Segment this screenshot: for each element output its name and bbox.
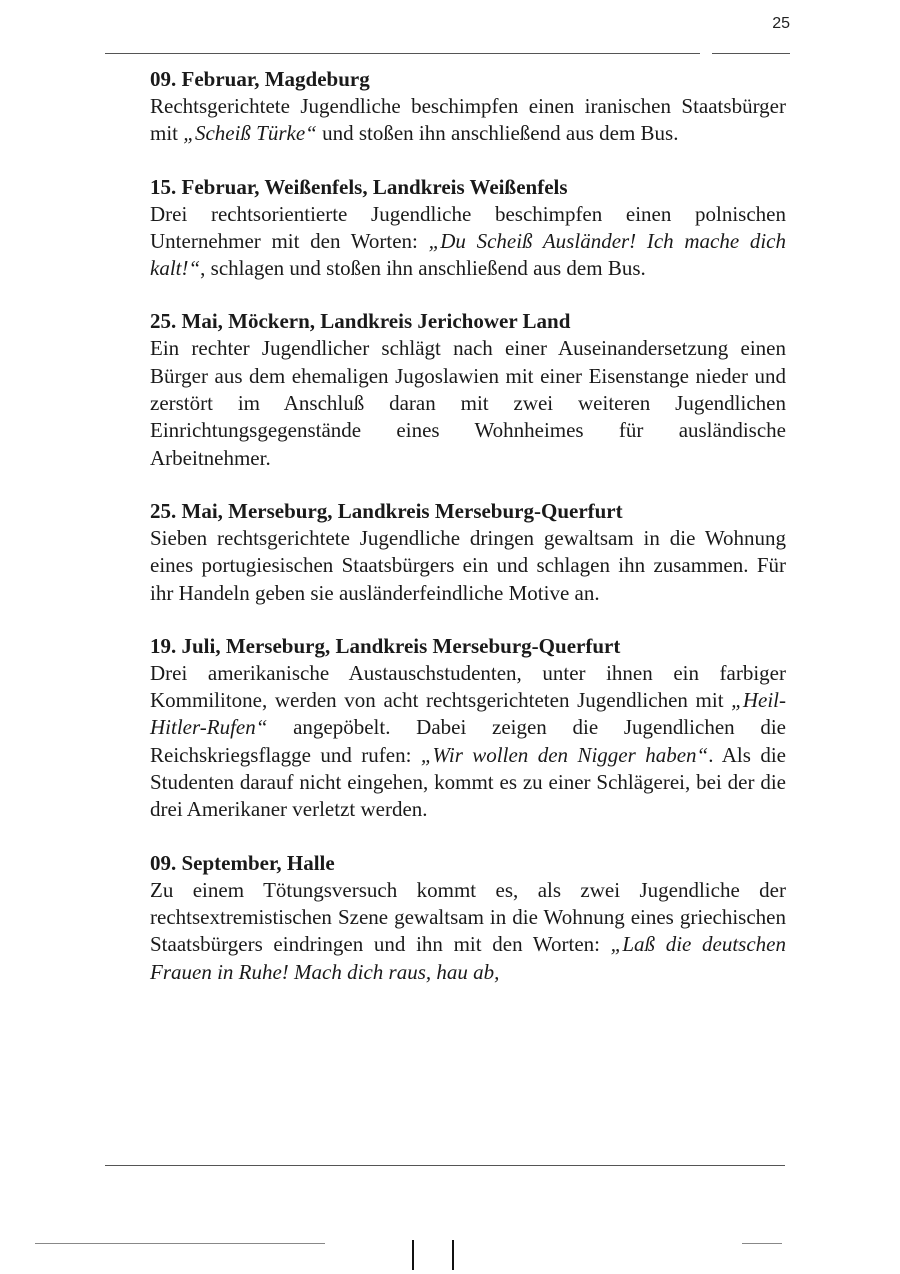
text-run: Rechtsgerichtete Jugendliche beschimpfen einen iranischen Staatsbürger mit bbox=[150, 94, 786, 146]
entry-text bbox=[150, 660, 786, 824]
entry bbox=[150, 633, 786, 824]
entry-text bbox=[150, 201, 786, 283]
document-body bbox=[150, 66, 786, 1012]
text-run: Drei amerikanische Austauschstudenten, unter ihnen ein farbiger Kommilitone, werden von acht rechtsgerichteten Jugendlichen mit bbox=[150, 660, 786, 713]
entry-text bbox=[150, 525, 786, 607]
entry-text bbox=[150, 335, 786, 471]
entry-title: 09. September, Halle bbox=[150, 850, 335, 875]
entry bbox=[150, 66, 786, 148]
quote-text: „Heil-Hitler-Rufen“ bbox=[150, 688, 786, 740]
text-run: angepöbelt. Dabei zeigen die Jugendlichen die Reichskriegsflagge und rufen: bbox=[150, 715, 786, 767]
entry-text bbox=[150, 877, 786, 986]
header-rule bbox=[105, 53, 700, 54]
text-run: Drei rechtsorientierte Jugendliche beschimpfen einen polnischen Unternehmer mit den Worten: bbox=[150, 201, 786, 253]
text-run: Sieben rechtsgerichtete Jugendliche dringen gewaltsam in die Wohnung eines portugiesischen Staatsbürgers ein und schlagen ihn zusammen. Für ihr Handeln geben sie ausländerfeindliche Motive an. bbox=[150, 525, 786, 605]
footer-rule bbox=[105, 1165, 785, 1166]
entry bbox=[150, 308, 786, 471]
quote-text: „Wir wollen den Nigger haben“ bbox=[420, 742, 709, 767]
entry bbox=[150, 498, 786, 607]
bottom-rule-right bbox=[742, 1243, 782, 1244]
header-rule-right bbox=[712, 53, 790, 54]
binding-mark bbox=[412, 1240, 414, 1270]
text-run: . Als die Studenten darauf nicht eingehen, kommt es zu einer Schlägerei, bei der die drei Amerikaner verletzt werden. bbox=[150, 742, 786, 822]
entry-title: 25. Mai, Merseburg, Landkreis Merseburg-Querfurt bbox=[150, 498, 623, 523]
entry-title: 25. Mai, Möckern, Landkreis Jerichower Land bbox=[150, 309, 571, 334]
quote-text: „Du Scheiß Ausländer! Ich mache dich kalt!“ bbox=[150, 228, 786, 281]
text-run: Zu einem Tötungsversuch kommt es, als zwei Jugendliche der rechtsextremistischen Szene gewaltsam in die Wohnung eines griechischen Staatsbürgers eindringen und ihn mit den Worten: bbox=[150, 877, 786, 957]
entry bbox=[150, 174, 786, 283]
quote-text: „Scheiß Türke“ bbox=[183, 121, 317, 146]
entry-title: 19. Juli, Merseburg, Landkreis Merseburg-Querfurt bbox=[150, 633, 621, 658]
entry-text bbox=[150, 93, 786, 148]
text-run: Ein rechter Jugendlicher schlägt nach einer Auseinandersetzung einen Bürger aus dem ehemaligen Jugoslawien mit einer Eisenstange nieder und zerstört im Anschluß daran mit zwei weiteren Jugendlichen Einrichtungsgegenstände eines Wohnheimes für ausländische Arbeitnehmer. bbox=[150, 336, 786, 470]
text-run: , schlagen und stoßen ihn anschließend aus dem Bus. bbox=[200, 256, 646, 281]
bottom-rule-left bbox=[35, 1243, 325, 1244]
entry-title: 09. Februar, Magdeburg bbox=[150, 67, 370, 91]
text-run: und stoßen ihn anschließend aus dem Bus. bbox=[316, 121, 679, 146]
page-number: 25 bbox=[772, 15, 790, 32]
binding-mark bbox=[452, 1240, 454, 1270]
entry bbox=[150, 850, 786, 986]
entry-title: 15. Februar, Weißenfels, Landkreis Weißenfels bbox=[150, 174, 568, 199]
quote-text: „Laß die deutschen Frauen in Ruhe! Mach dich raus, hau ab, bbox=[150, 932, 786, 984]
